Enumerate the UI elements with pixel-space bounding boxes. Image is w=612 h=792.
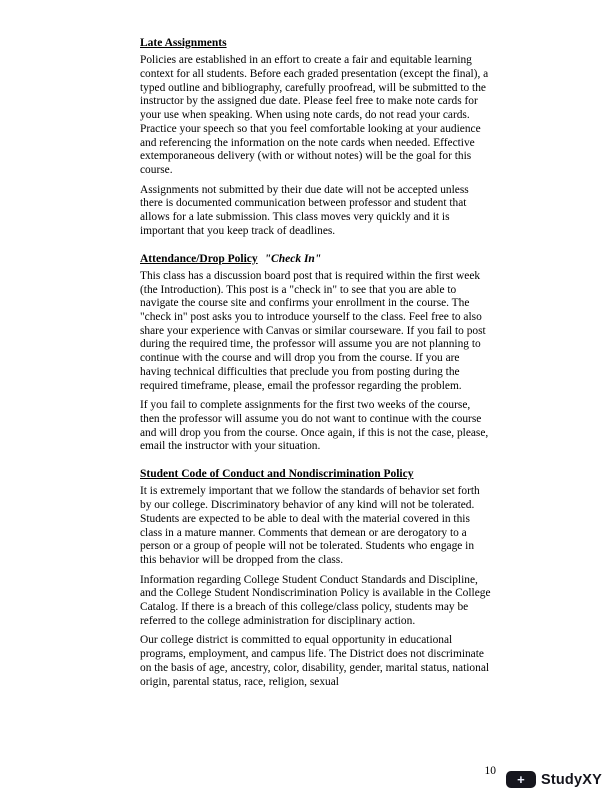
section-attendance-drop-policy: [140, 252, 492, 455]
page-number: 10: [484, 765, 496, 777]
page-content: [140, 36, 492, 702]
section-heading: [140, 252, 492, 266]
brand-name: StudyXY: [540, 771, 602, 788]
section-heading-suffix: "Check In": [264, 252, 322, 265]
plus-icon: +: [506, 771, 536, 788]
section-heading-text: Student Code of Conduct and Nondiscrimination Policy: [140, 468, 414, 481]
section-heading-text: Late Assignments: [140, 37, 227, 49]
studyxy-logo: [506, 771, 602, 788]
section-heading: [140, 36, 492, 50]
section-student-code-of-conduct: [140, 467, 492, 689]
section-heading: [140, 467, 492, 481]
paragraph: Our college district is committed to equal opportunity in educational programs, employment, and campus life. The District does not discriminate on the basis of age, ancestry, color, disability, gender, marital status, national origin, parental status, race, religion, sexual: [140, 634, 490, 688]
paragraph: Information regarding College Student Conduct Standards and Discipline, and the College Student Nondiscrimination Policy is available in the College Catalog. If there is a breach of this college/class policy, students may be referred to the college administration for disciplinary action.: [140, 573, 491, 627]
paragraph: Policies are established in an effort to create a fair and equitable learning context for all students. Before each graded presentation (except the final), a typed outline and bibliography, carefully proofread, will be submitted to the instructor by the assigned due date. Please feel free to make note cards for your use when speaking. When using note cards, do not read your cards. Practice your speech so that you feel comfortable looking at your audience and referencing the information on the note cards when needed. Effective extemporaneous delivery (with or without notes) will be the goal for this course.: [140, 54, 489, 176]
paragraph: This class has a discussion board post that is required within the first week (the Introduction). This post is a "check in" to see that you are able to navigate the course site and confirms your enrollment in the course. The "check in" post asks you to introduce yourself to the class. Feel free to also share your experience with Canvas or similar courseware. If you fail to post during the required time, the professor will assume you are not planning to continue with the course and will drop you from the course. If you are having technical difficulties that preclude you from posting during the required timeframe, please, email the professor regarding the problem.: [140, 269, 486, 392]
section-heading-text: Attendance/Drop Policy: [140, 252, 258, 265]
paragraph: It is extremely important that we follow the standards of behavior set forth by our college. Discriminatory behavior of any kind will not be tolerated. Students are expected to be able to deal with the material covered in this class in a mature manner. Comments that demean or are derogatory to a person or a group of people will not be tolerated. Students who engage in this behavior will be dropped from the class.: [140, 485, 480, 566]
paragraph: If you fail to complete assignments for the first two weeks of the course, then the professor will assume you do not want to continue with the course and will drop you from the course. Once again, if this is not the case, please, email the instructor with your situation.: [140, 399, 489, 453]
section-late-assignments: [140, 36, 492, 239]
paragraph: Assignments not submitted by their due date will not be accepted unless there is documented communication between professor and student that allows for a late submission. This class moves very quickly and it is important that you keep track of deadlines.: [140, 183, 469, 237]
